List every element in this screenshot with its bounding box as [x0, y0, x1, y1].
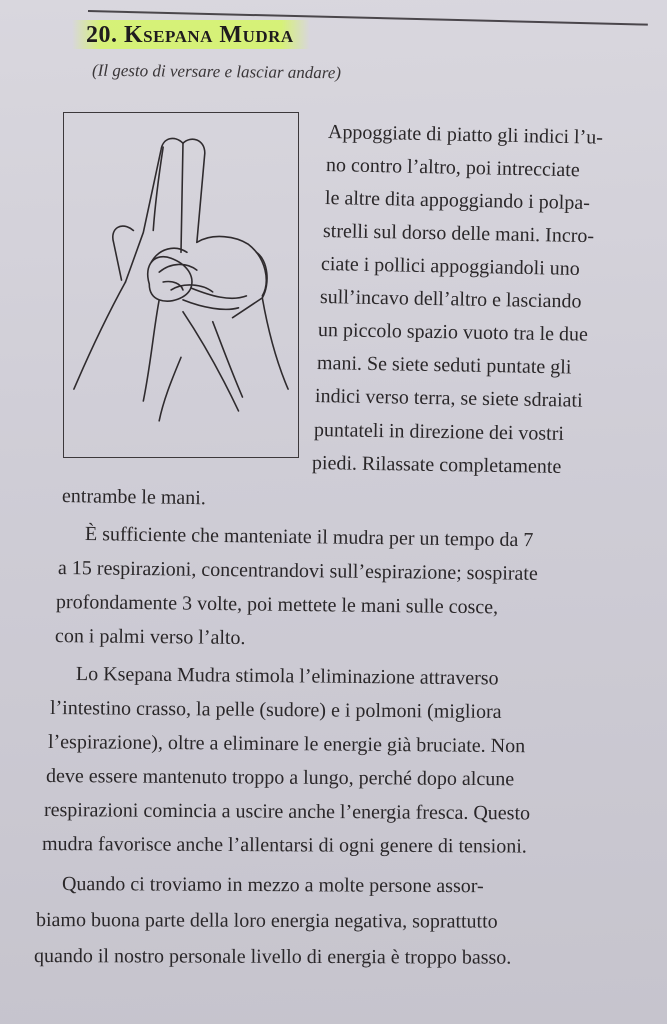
body-line-13: È sufficiente che manteniate il mudra per un tempo da 7	[84, 523, 534, 552]
section-subtitle: (Il gesto di versare e lasciar andare)	[91, 60, 342, 83]
body-line-22: mudra favorisce anche l’allentarsi di ogni genere di tensioni.	[41, 833, 527, 858]
body-line-17: Lo Ksepana Mudra stimola l’eliminazione attraverso	[75, 663, 499, 690]
body-line-3: le altre dita appoggiando i polpa-	[324, 187, 591, 215]
body-line-25: quando il nostro personale livello di energia è troppo basso.	[33, 945, 512, 969]
body-line-24: biamo buona parte della loro energia negativa, soprattutto	[35, 909, 498, 933]
body-line-7: un piccolo spazio vuoto tra le due	[317, 319, 589, 346]
body-line-1: Appoggiate di piatto gli indici l’u-	[327, 121, 604, 149]
body-line-19: l’espirazione), oltre a eliminare le energie già bruciate. Non	[47, 731, 526, 758]
body-line-21: respirazioni comincia a uscire anche l’energia fresca. Questo	[43, 799, 531, 825]
body-line-5: ciate i pollici appoggiandoli uno	[320, 253, 580, 280]
hands-mudra-illustration-icon	[64, 113, 298, 457]
body-line-12: entrambe le mani.	[61, 485, 206, 510]
body-line-20: deve essere mantenuto troppo a lungo, perché dopo alcune	[45, 765, 515, 791]
body-line-14: a 15 respirazioni, concentrandovi sull’espirazione; sospirate	[57, 557, 538, 585]
body-line-2: no contro l’altro, poi intrecciate	[325, 154, 580, 182]
section-title: 20. Ksepana Mudra	[72, 20, 310, 49]
mudra-illustration-frame	[63, 112, 299, 458]
body-line-4: strelli sul dorso delle mani. Incro-	[322, 220, 595, 248]
body-line-8: mani. Se siete seduti puntate gli	[316, 352, 572, 379]
body-line-10: puntateli in direzione dei vostri	[313, 419, 565, 445]
body-line-16: con i palmi verso l’alto.	[54, 625, 246, 649]
body-line-6: sull’incavo dell’altro e lasciando	[319, 286, 582, 313]
body-line-9: indici verso terra, se siete sdraiati	[314, 385, 583, 412]
body-line-15: profondamente 3 volte, poi mettete le mani sulle cosce,	[55, 591, 499, 619]
body-line-23: Quando ci troviamo in mezzo a molte persone assor-	[61, 873, 484, 898]
body-line-18: l’intestino crasso, la pelle (sudore) e i polmoni (migliora	[49, 697, 502, 723]
body-line-11: piedi. Rilassate completamente	[311, 452, 562, 478]
